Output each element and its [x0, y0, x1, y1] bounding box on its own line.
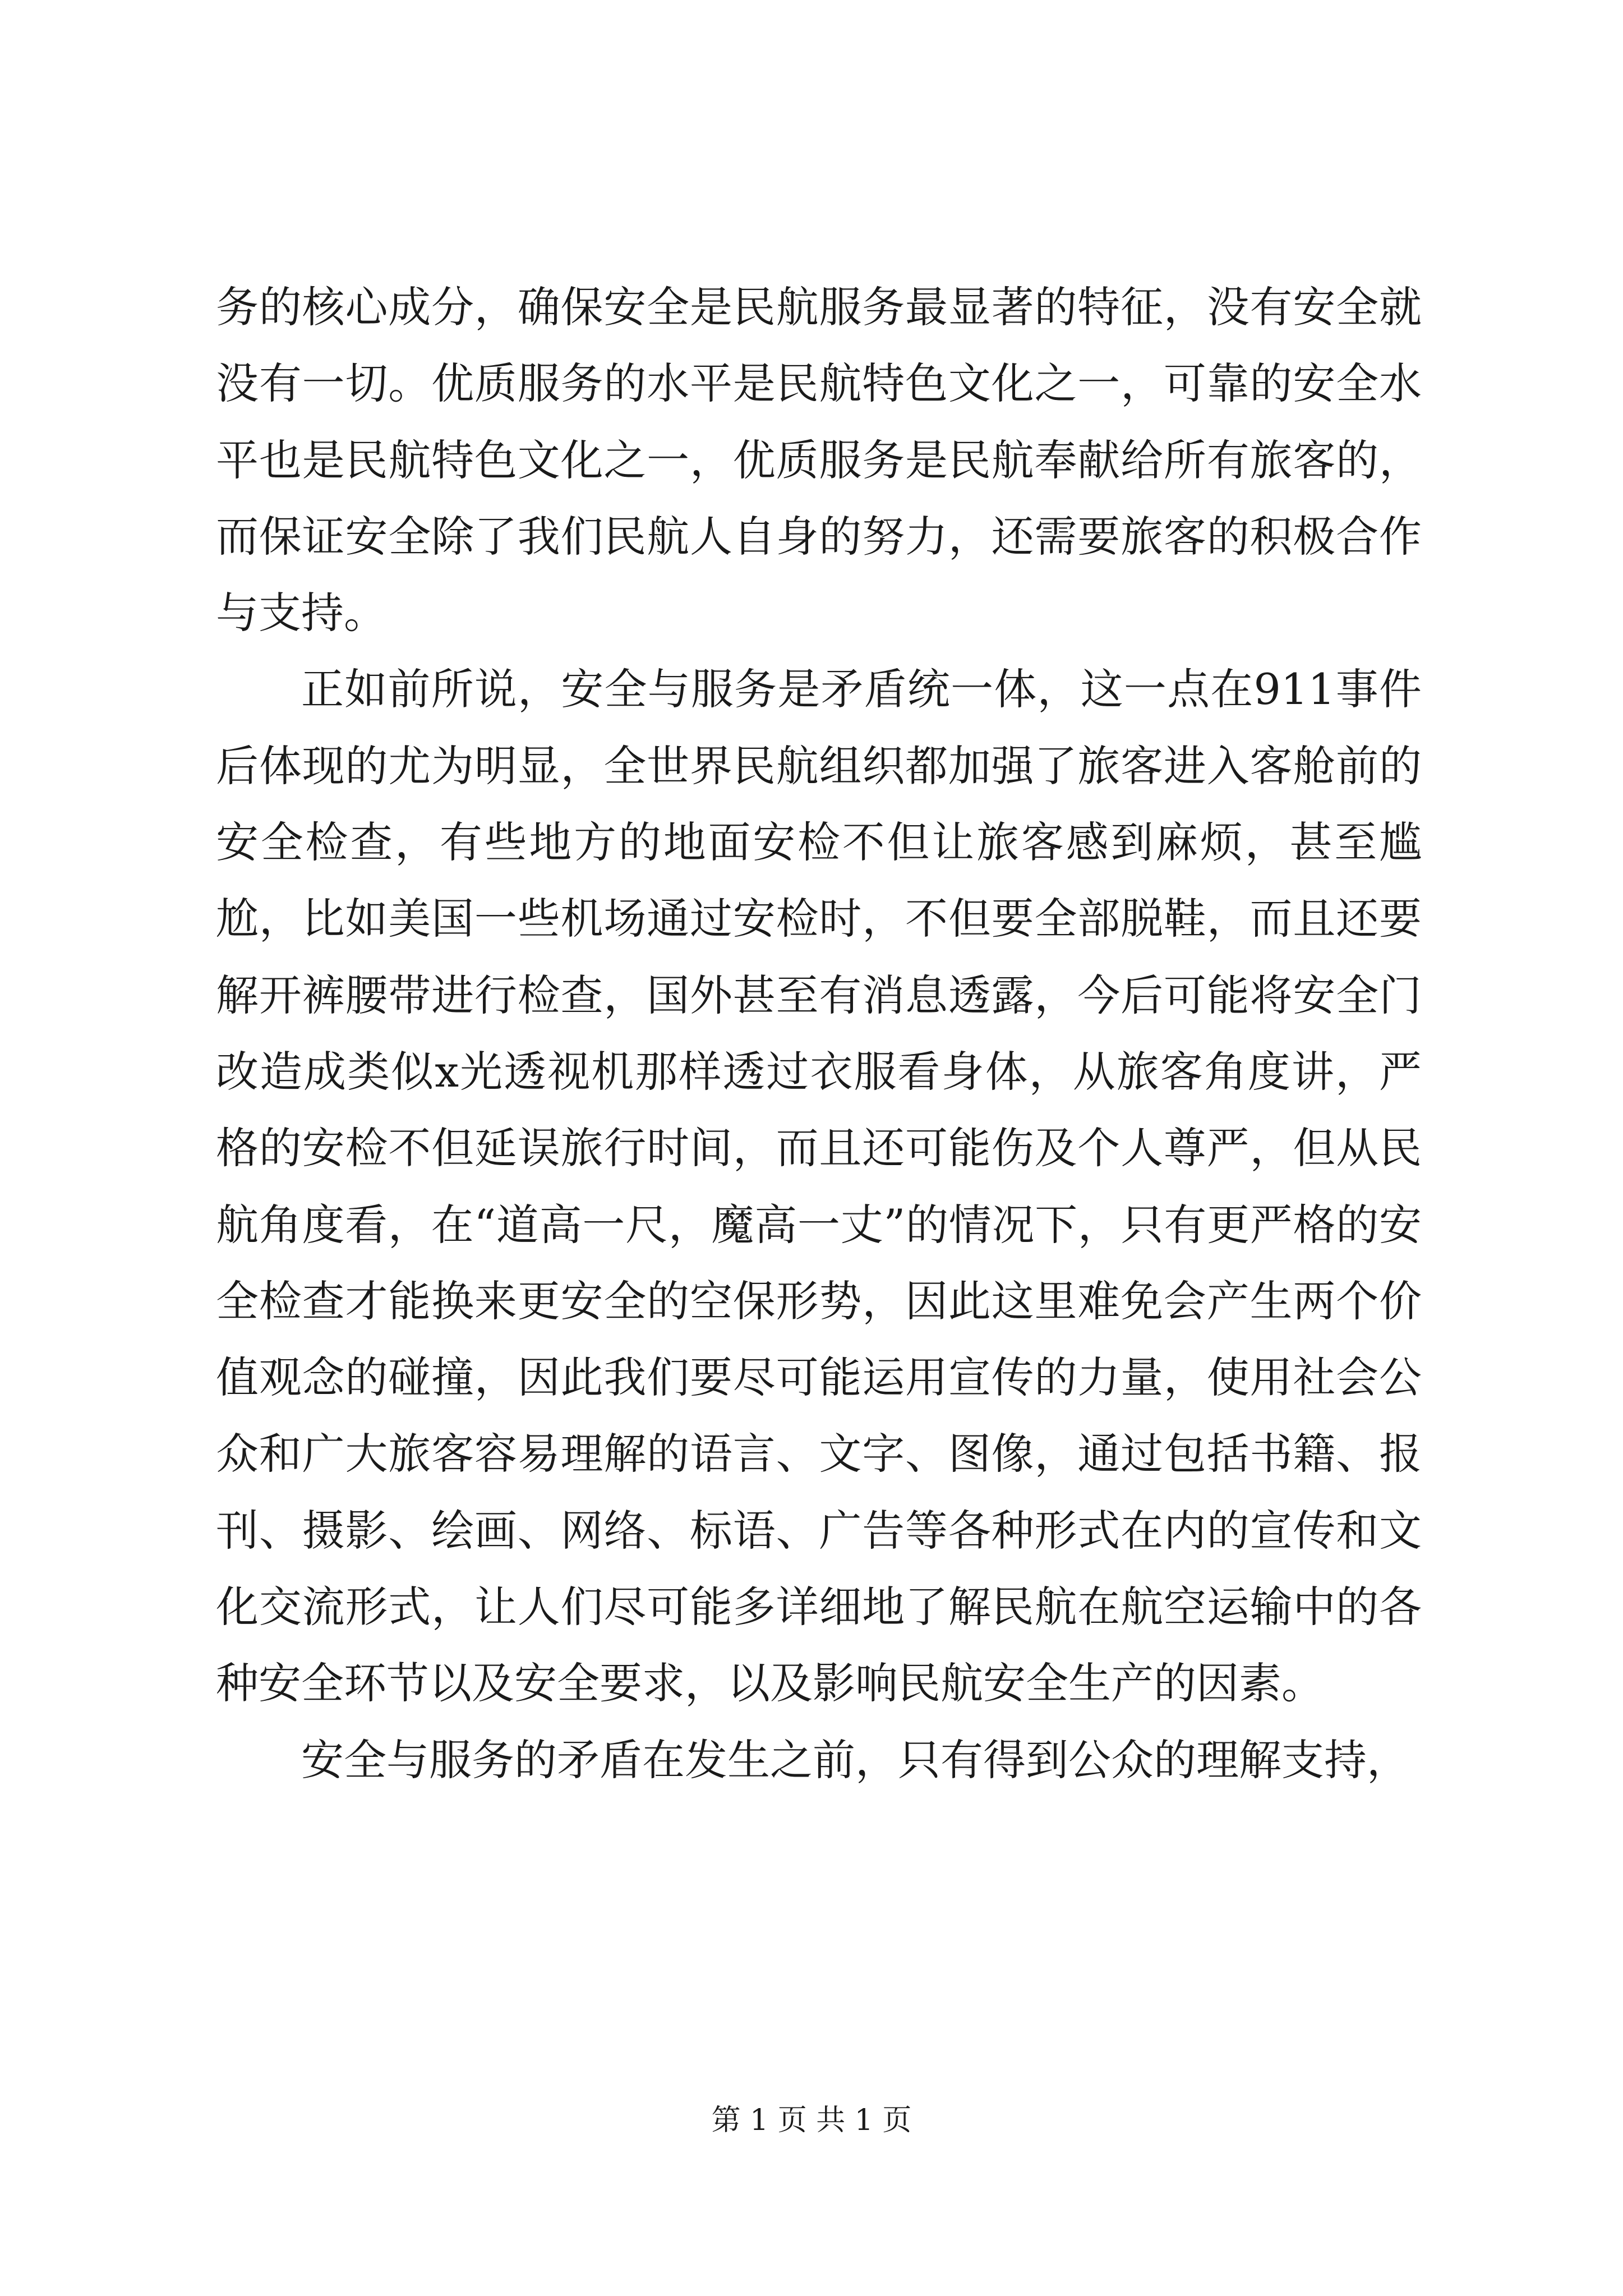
page-footer: 第 1 页 共 1 页	[711, 2104, 912, 2137]
paragraph-1: 务的核心成分，确保安全是民航服务最显著的特征，没有安全就没有一切。优质服务的水平是民航特色文化之一，可靠的安全水平也是民航特色文化之一，优质服务是民航奉献给所有旅客的，而保证安全除了我们民航人自身的努力，还需要旅客的积极合作与支持。	[216, 282, 1422, 638]
paragraph-3: 安全与服务的矛盾在发生之前，只有得到公众的理解支持，	[301, 1734, 1409, 1785]
paragraph-2: 正如前所说，安全与服务是矛盾统一体，这一点在911事件后体现的尤为明显，全世界民航组织都加强了旅客进入客舱前的安全检查，有些地方的地面安检不但让旅客感到麻烦，甚至尴尬，比如美国一些机场通过安检时，不但要全部脱鞋，而且还要解开裤腰带进行检查，国外甚至有消息透露，今后可能将安全门改造成类似x光透视机那样透过衣服看身体，从旅客角度讲，严格的安检不但延误旅行时间，而且还可能伤及个人尊严，但从民航角度看，在“道高一尺，魔高一丈”的情况下，只有更严格的安全检查才能换来更安全的空保形势，因此这里难免会产生两个价值观念的碰撞，因此我们要尽可能运用宣传的力量，使用社会公众和广大旅客容易理解的语言、文字、图像，通过包括书籍、报刊、摄影、绘画、网络、标语、广告等各种形式在内的宣传和文化交流形式，让人们尽可能多详细地了解民航在航空运输中的各种安全环节以及安全要求，以及影响民航安全生产的因素。	[216, 664, 1422, 1709]
document-body	[216, 269, 1422, 1798]
